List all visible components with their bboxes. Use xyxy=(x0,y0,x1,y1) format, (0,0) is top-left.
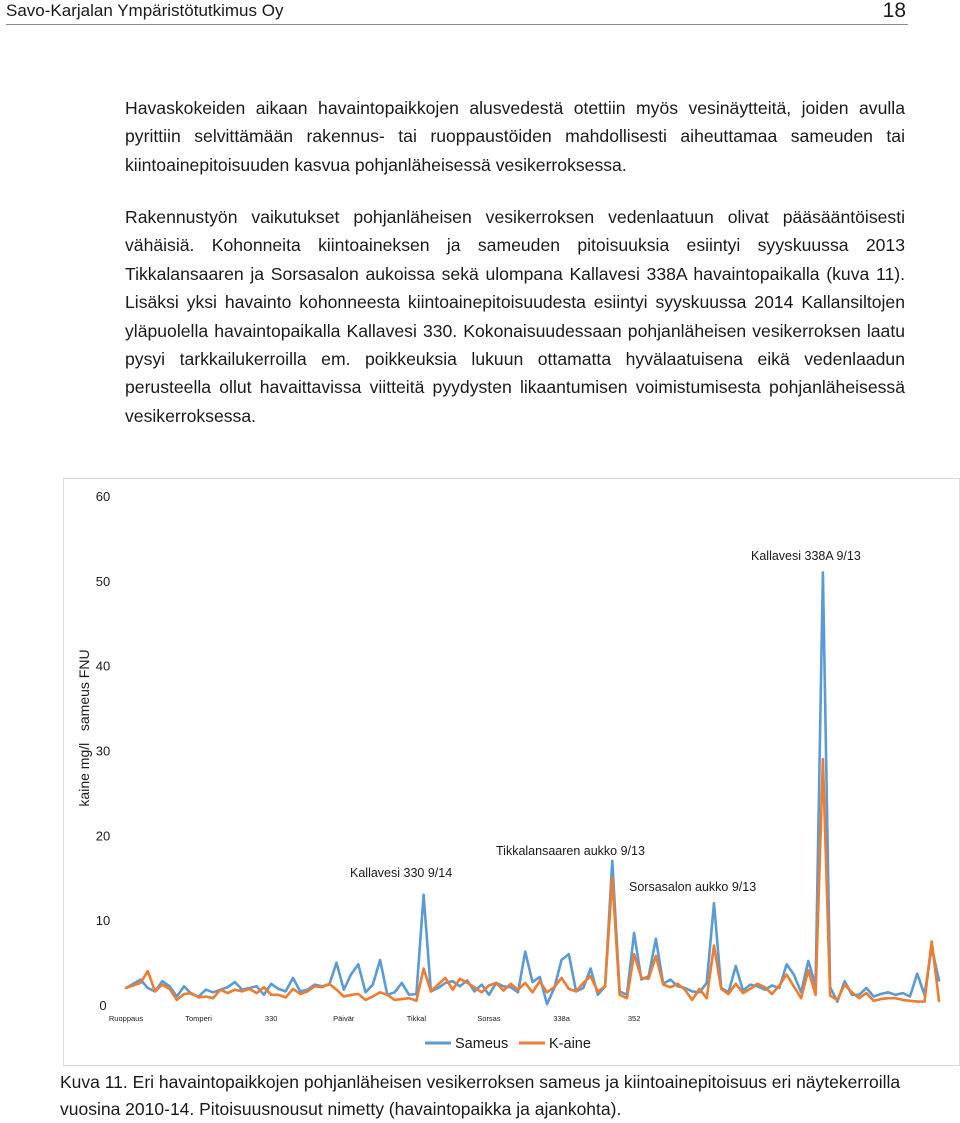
page-header xyxy=(6,0,908,25)
x-tick-label: 352 xyxy=(627,1014,641,1023)
x-tick-label: 330 xyxy=(264,1014,278,1023)
y-tick-label: 30 xyxy=(95,743,111,759)
x-tick-label: Sorsas xyxy=(477,1014,501,1023)
y-tick-label: 0 xyxy=(99,998,107,1013)
figure-caption: Kuva 11. Eri havaintopaikkojen pohjanläheisen vesikerroksen sameus ja kiintoainepitoisuus eri näytekerroilla vuosina 2010-14. Pitoisuusnousut nimetty (havaintopaikka ja ajankohta). xyxy=(60,1072,901,1119)
y-tick-label: 40 xyxy=(95,658,111,674)
legend-label-k-aine: K-aine xyxy=(549,1036,591,1052)
x-tick-label: Päivär xyxy=(333,1014,355,1023)
sameus-kiintoaine-line-chart xyxy=(63,478,960,1066)
y-tick-label: 10 xyxy=(95,913,111,929)
chart-container xyxy=(63,478,960,1066)
peak-annotation: Kallavesi 330 9/14 xyxy=(350,866,453,880)
x-tick-label: Tomperi xyxy=(185,1014,212,1023)
y-tick-label: 60 xyxy=(95,489,111,504)
header-organization: Savo-Karjalan Ympäristötutkimus Oy xyxy=(6,1,284,20)
y-tick-label: 20 xyxy=(95,828,111,844)
x-tick-label: Tikkal xyxy=(406,1014,427,1023)
x-tick-label: 338a xyxy=(553,1014,570,1023)
peak-annotation: Kallavesi 338A 9/13 xyxy=(751,549,861,563)
peak-annotation: Sorsasalon aukko 9/13 xyxy=(629,880,757,894)
page-number: 18 xyxy=(882,0,906,22)
x-tick-label: Ruoppaus xyxy=(108,1014,144,1023)
y-tick-label: 50 xyxy=(95,573,111,589)
paragraph-1: Havaskokeiden aikaan havaintopaikkojen alusvedestä otettiin myös vesinäytteitä, joiden avulla pyrittiin selvittämään rakennus- tai ruoppaustöiden mahdollisesti aiheuttamaa sameuden tai kiintoainepitoisuuden kasvua pohjanläheisessä vesikerroksessa. xyxy=(125,98,905,175)
y-axis-label: kaine mg/l sameus FNU xyxy=(76,649,92,807)
paragraph-2: Rakennustyön vaikutukset pohjanläheisen vesikerroksen vedenlaatuun olivat pääsääntöisesti vähäisiä. Kohonneita kiintoaineksen ja sameuden pitoisuuksia esiintyi syyskuussa 2013 Tikkalansaaren ja Sorsasalon aukoissa sekä ulompana Kallavesi 338A havaintopaikalla (kuva 11). Lisäksi yksi havainto kohonneesta kiintoainepitoisuudesta esiintyi syyskuussa 2014 Kallansiltojen yläpuolella havaintopaikalla Kallavesi 330. Kokonaisuudessaan pohjanläheisen vesikerroksen laatu pysyi tarkkailukerroilla em. poikkeuksia lukuun ottamatta hyvälaatuisena eikä vedenlaadun perusteella ollut havaittavissa viitteitä pyydysten likaantumisen voimistumisesta pohjanläheisessä vesikerroksessa. xyxy=(125,207,905,426)
legend-label-sameus: Sameus xyxy=(455,1036,509,1052)
peak-annotation: Tikkalansaaren aukko 9/13 xyxy=(496,844,645,858)
